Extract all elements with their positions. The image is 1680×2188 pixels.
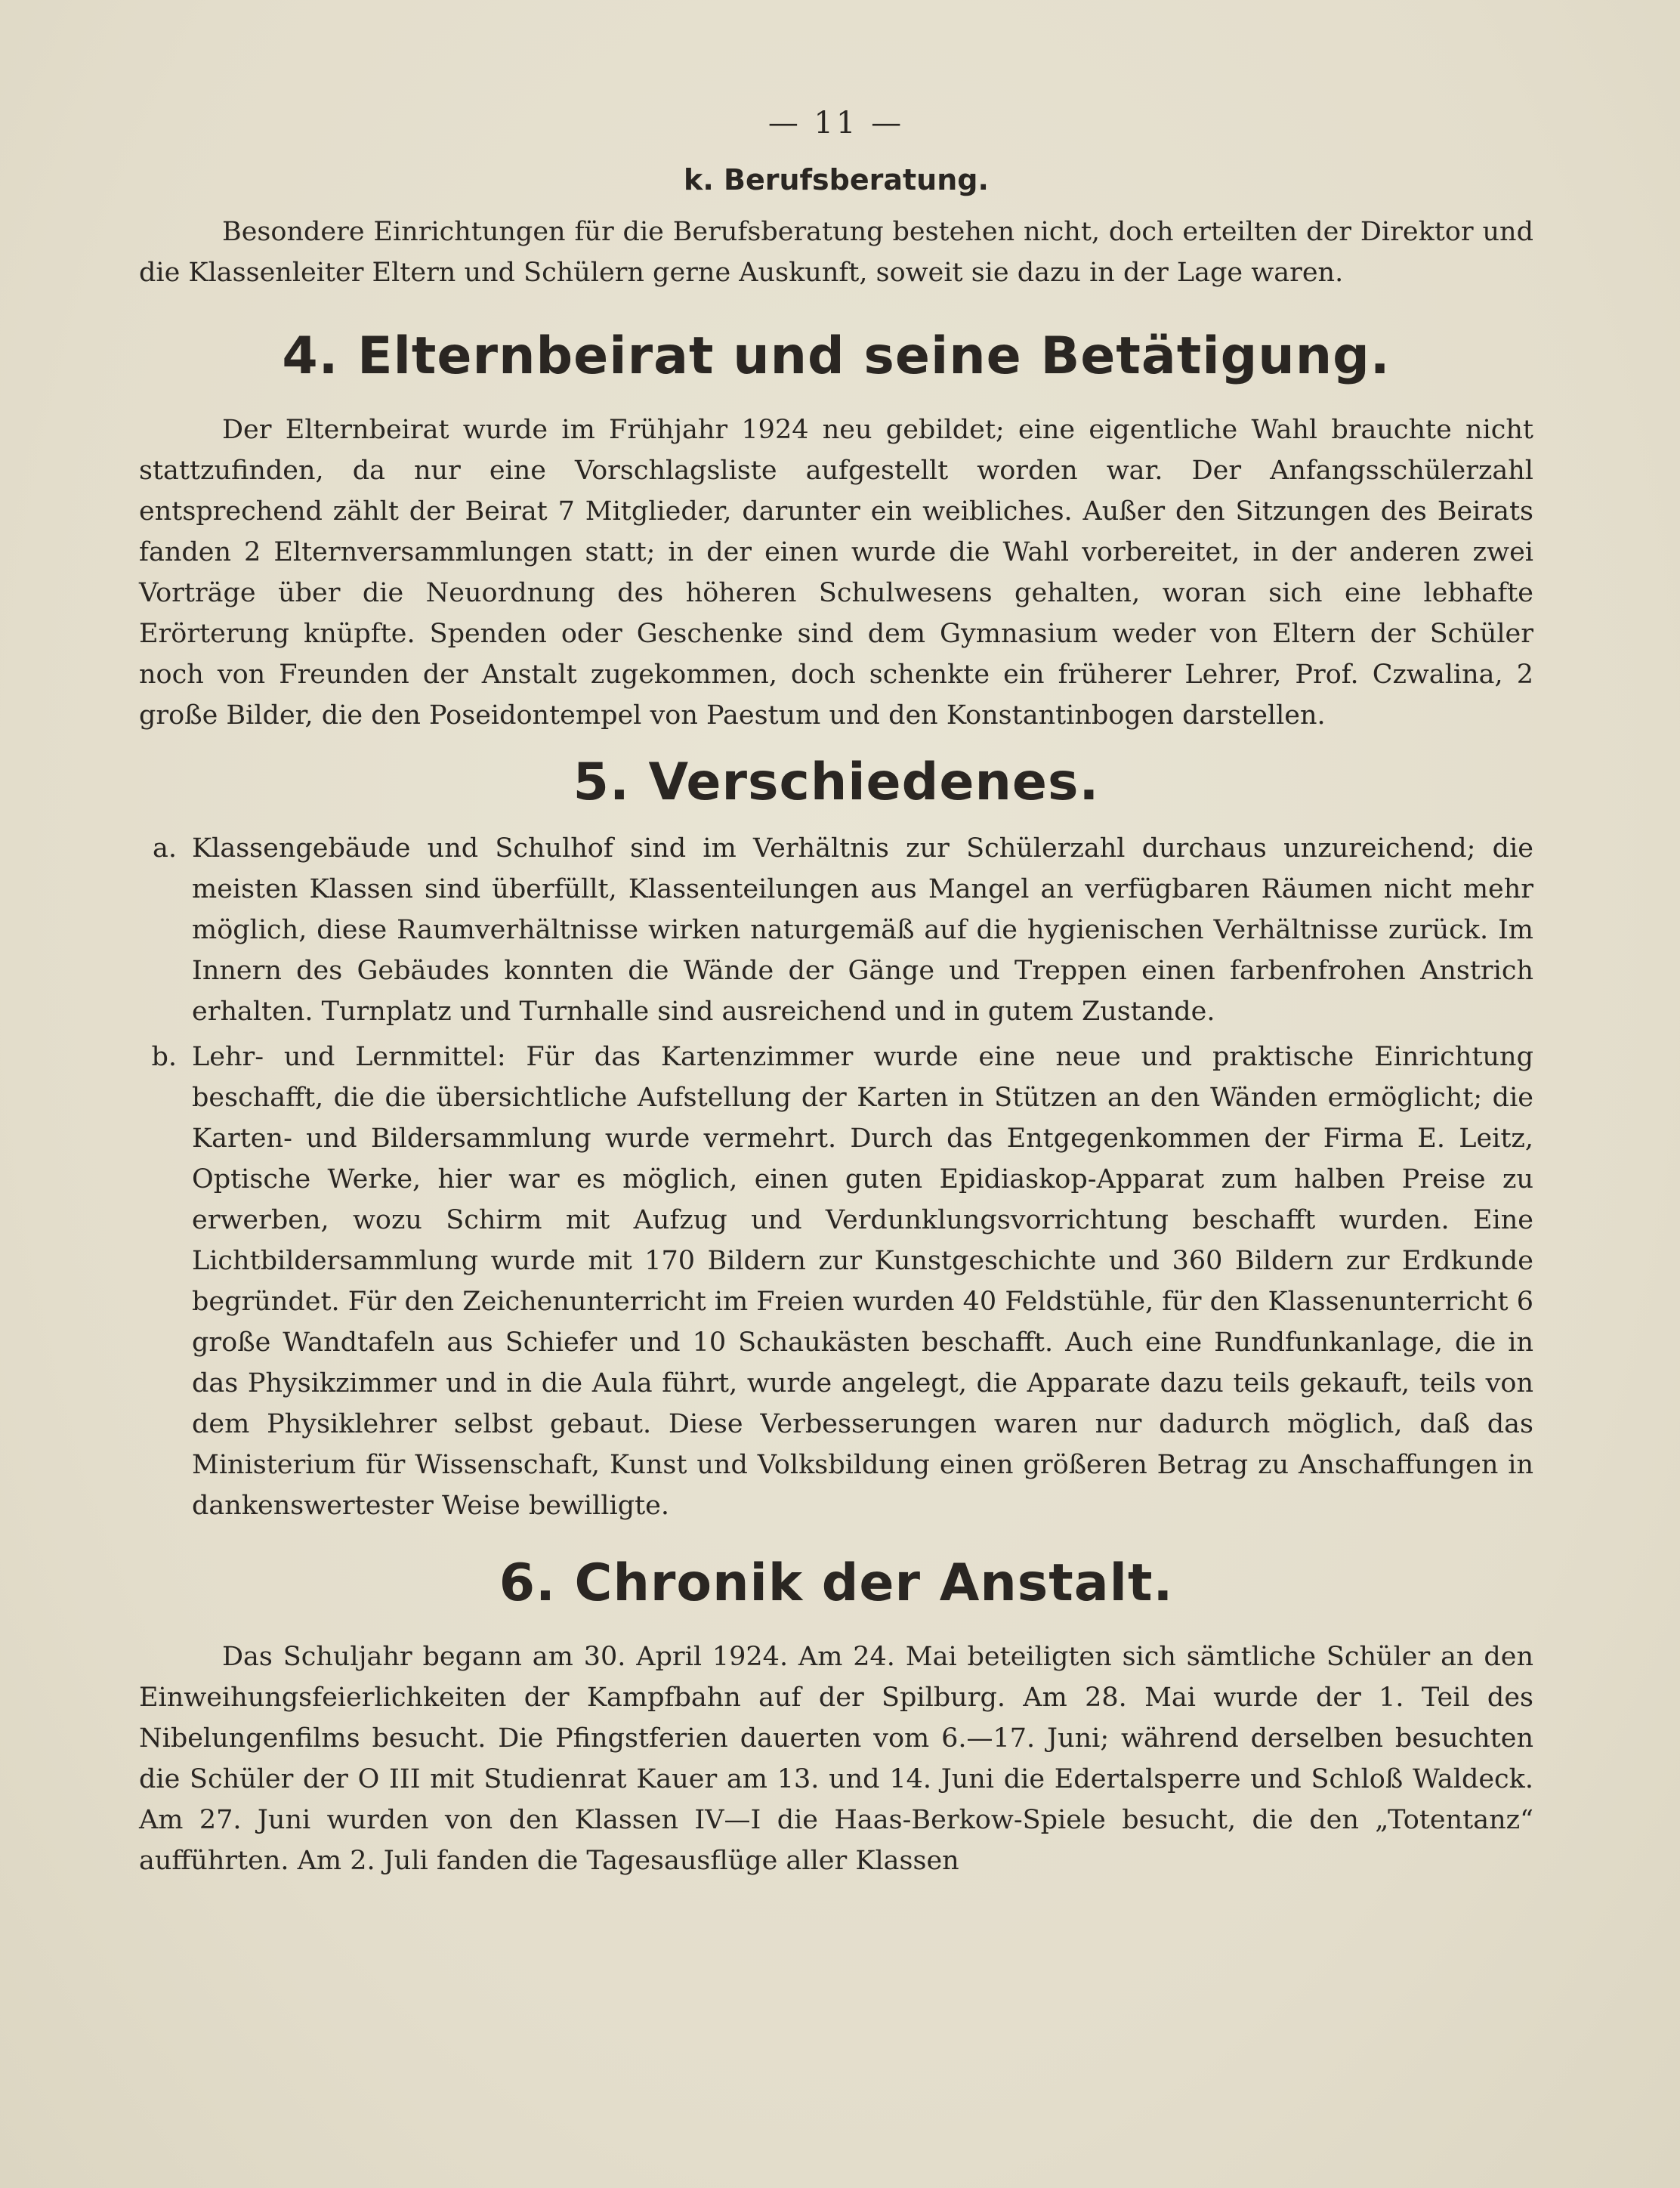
section-k-heading: k. Berufsberatung. xyxy=(684,163,989,196)
section-4-paragraph: Der Elternbeirat wurde im Frühjahr 1924 neu gebildet; eine eigentliche Wahl brauchte nicht stattzufinden, da nur eine Vorschlagsliste aufgestellt worden war. Der Anfangsschülerzahl entsprechend zählt der Beirat 7 Mitglieder, darunter ein weibliches. Außer den Sitzungen des Beirats fanden 2 Elternversammlungen statt; in der einen wurde die Wahl vorbereitet, in der anderen zwei Vorträge über die Neuordnung des höheren Schulwesens gehalten, woran sich eine lebhafte Erörterung knüpfte. Spenden oder Geschenke sind dem Gymnasium weder von Eltern der Schüler noch von Freunden der Anstalt zugekommen, doch schenkte ein früherer Lehrer, Prof. Czwalina, 2 große Bilder, die den Poseidontempel von Paestum und den Konstantinbogen darstellen. xyxy=(139,415,1533,731)
list-marker: b. xyxy=(151,1042,177,1072)
page-number: — 11 — xyxy=(767,106,905,141)
section-5-heading: 5. Verschiedenes. xyxy=(573,753,1100,812)
list-marker: a. xyxy=(153,833,177,864)
list-item xyxy=(139,828,1533,1032)
section-berufsberatung xyxy=(139,163,1533,293)
page-content xyxy=(139,106,1533,1881)
section-k-paragraph: Besondere Einrichtungen für die Berufsberatung bestehen nicht, doch erteilten der Direktor und die Klassenleiter Eltern und Schülern gerne Auskunft, soweit sie dazu in der Lage waren. xyxy=(139,217,1533,288)
list-item-text: Klassengebäude und Schulhof sind im Verhältnis zur Schülerzahl durchaus unzureichend; die meisten Klassen sind überfüllt, Klassenteilungen aus Mangel an verfügbaren Räumen nicht mehr möglich, diese Raumverhältnisse wirken naturgemäß auf die hygienischen Verhältnisse zurück. Im Innern des Gebäudes konnten die Wände der Gänge und Treppen einen farbenfrohen Anstrich erhalten. Turnplatz und Turnhalle sind ausreichend und in gutem Zustande. xyxy=(192,833,1533,1027)
section-6-paragraph: Das Schuljahr begann am 30. April 1924. Am 24. Mai beteiligten sich sämtliche Schüler an den Einweihungsfeierlichkeiten der Kampfbahn auf der Spilburg. Am 28. Mai wurde der 1. Teil des Nibelungenfilms besucht. Die Pfingstferien dauerten vom 6.—17. Juni; während derselben besuchten die Schüler der O III mit Studienrat Kauer am 13. und 14. Juni die Edertalsperre und Schloß Waldeck. Am 27. Juni wurden von den Klassen IV—I die Haas-Berkow-Spiele besucht, die den „Totentanz“ aufführten. Am 2. Juli fanden die Tagesausflüge aller Klassen xyxy=(139,1642,1533,1876)
section-4-heading: 4. Elternbeirat und seine Betätigung. xyxy=(282,326,1391,386)
section-6-heading: 6. Chronik der Anstalt. xyxy=(499,1553,1174,1613)
list-item-text: Lehr- und Lernmittel: Für das Kartenzimmer wurde eine neue und praktische Einrichtung beschafft, die die übersichtliche Aufstellung der Karten in Stützen an den Wänden ermöglicht; die Karten- und Bildersammlung wurde vermehrt. Durch das Entgegenkommen der Firma E. Leitz, Optische Werke, hier war es möglich, einen guten Epidiaskop-Apparat zum halben Preise zu erwerben, wozu Schirm mit Aufzug und Verdunklungsvorrichtung beschafft wurden. Eine Lichtbildersammlung wurde mit 170 Bildern zur Kunstgeschichte und 360 Bildern zur Erdkunde begründet. Für den Zeichenunterricht im Freien wurden 40 Feldstühle, für den Klassenunterricht 6 große Wandtafeln aus Schiefer und 10 Schaukästen beschafft. Auch eine Rundfunkanlage, die in das Physikzimmer und in die Aula führt, wurde angelegt, die Apparate dazu teils gekauft, teils von dem Physiklehrer selbst gebaut. Diese Verbesserungen waren nur dadurch möglich, daß das Ministerium für Wissenschaft, Kunst und Volksbildung einen größeren Betrag zu Anschaffungen in dankenswertester Weise bewilligte. xyxy=(192,1042,1533,1521)
list-item xyxy=(139,1037,1533,1526)
